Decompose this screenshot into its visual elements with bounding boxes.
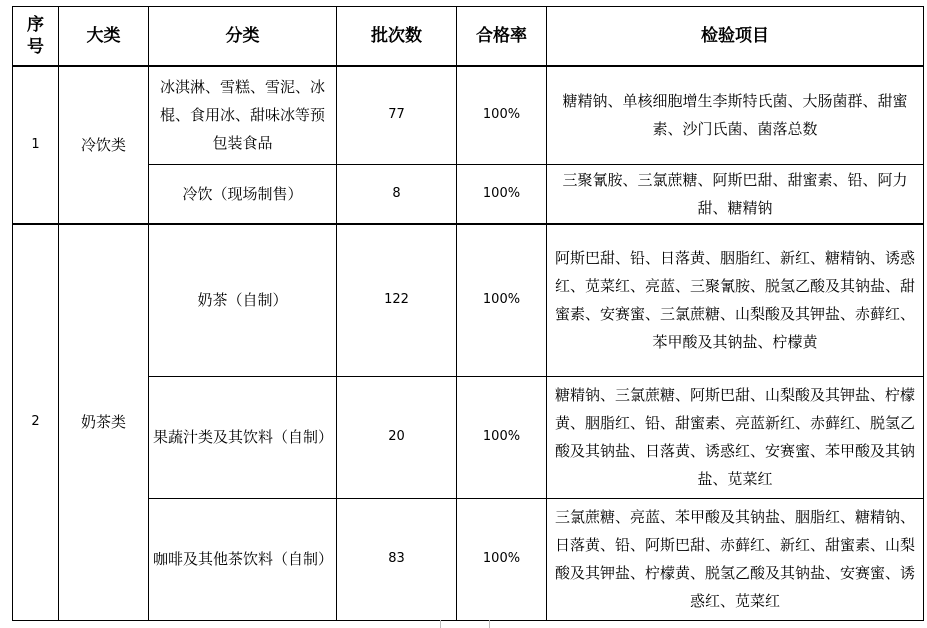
header-seq: 序号 [13, 7, 59, 67]
subcategory-cell: 冰淇淋、雪糕、雪泥、冰棍、食用冰、甜味冰等预包装食品 [149, 66, 337, 164]
pass-rate-cell: 100% [457, 164, 547, 224]
batches-cell: 8 [337, 164, 457, 224]
subcategory-cell: 果蔬汁类及其饮料（自制） [149, 376, 337, 498]
pass-rate-cell: 100% [457, 66, 547, 164]
header-pass-rate: 合格率 [457, 7, 547, 67]
table-row [13, 376, 924, 498]
batches-cell: 83 [337, 498, 457, 620]
subcategory-cell: 冷饮（现场制售） [149, 164, 337, 224]
seq-cell: 2 [13, 224, 59, 620]
pass-rate-cell: 100% [457, 376, 547, 498]
header-row [13, 7, 924, 67]
batches-cell: 77 [337, 66, 457, 164]
category-cell: 冷饮类 [59, 66, 149, 224]
header-batches: 批次数 [337, 7, 457, 67]
table-row [13, 224, 924, 376]
items-cell: 三氯蔗糖、亮蓝、苯甲酸及其钠盐、胭脂红、糖精钠、日落黄、铅、阿斯巴甜、赤藓红、新红、甜蜜素、山梨酸及其钾盐、柠檬黄、脱氢乙酸及其钠盐、安赛蜜、诱惑红、苋菜红 [547, 498, 924, 620]
items-cell: 糖精钠、三氯蔗糖、阿斯巴甜、山梨酸及其钾盐、柠檬黄、胭脂红、铅、甜蜜素、亮蓝新红、赤藓红、脱氢乙酸及其钠盐、日落黄、诱惑红、安赛蜜、苯甲酸及其钠盐、苋菜红 [547, 376, 924, 498]
table-row [13, 164, 924, 224]
header-category: 大类 [59, 7, 149, 67]
batches-cell: 20 [337, 376, 457, 498]
header-subcategory: 分类 [149, 7, 337, 67]
batches-cell: 122 [337, 224, 457, 376]
table-row [13, 66, 924, 164]
items-cell: 糖精钠、单核细胞增生李斯特氏菌、大肠菌群、甜蜜素、沙门氏菌、菌落总数 [547, 66, 924, 164]
subcategory-cell: 奶茶（自制） [149, 224, 337, 376]
subcategory-cell: 咖啡及其他茶饮料（自制） [149, 498, 337, 620]
category-cell: 奶茶类 [59, 224, 149, 620]
pass-rate-cell: 100% [457, 224, 547, 376]
items-cell: 阿斯巴甜、铅、日落黄、胭脂红、新红、糖精钠、诱惑红、苋菜红、亮蓝、三聚氰胺、脱氢乙酸及其钠盐、甜蜜素、安赛蜜、三氯蔗糖、山梨酸及其钾盐、赤藓红、苯甲酸及其钠盐、柠檬黄 [547, 224, 924, 376]
page-edge-mark [440, 620, 490, 628]
header-items: 检验项目 [547, 7, 924, 67]
pass-rate-cell: 100% [457, 498, 547, 620]
inspection-table [12, 6, 924, 621]
seq-cell: 1 [13, 66, 59, 224]
items-cell: 三聚氰胺、三氯蔗糖、阿斯巴甜、甜蜜素、铅、阿力甜、糖精钠 [547, 164, 924, 224]
table-row [13, 498, 924, 620]
